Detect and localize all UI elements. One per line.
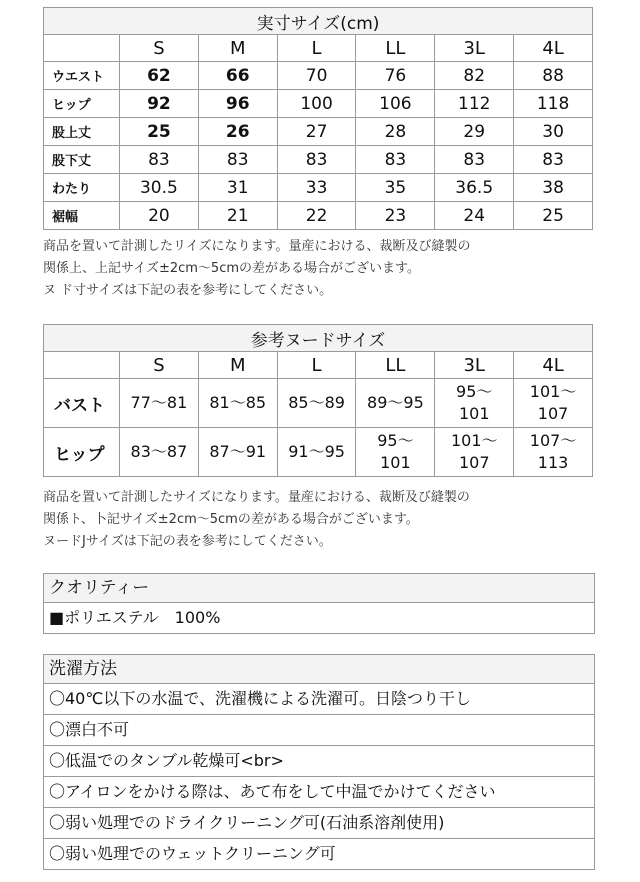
row-label-inseam: 股下丈 [44,146,120,174]
value-cell: 100 [277,90,356,118]
value-cell: 70 [277,62,356,90]
value-cell: 31 [198,174,277,202]
note-line: 商品を置いて計測したサイズになります。量産における、裁断及び縫製の [43,490,470,505]
size-header: 3L [435,352,514,379]
value-cell: 30.5 [120,174,199,202]
value-cell: 24 [435,202,514,230]
size-header: M [198,352,277,379]
quality-heading: クオリティー [44,574,594,603]
actual-size-table [43,7,593,230]
nude-size-title: 参考ヌードサイズ [44,325,593,352]
size-header: 4L [514,352,593,379]
value-cell: 76 [356,62,435,90]
value-cell: 83 [435,146,514,174]
value-cell: 118 [514,90,593,118]
value-cell: 25 [514,202,593,230]
washing-box [43,654,595,870]
washing-item: 〇低温でのタンブル乾燥可<br> [44,745,594,776]
note-line: 関係ト、卜記サイズ±2cm〜5cmの差がある場合がございます。 [43,512,419,527]
value-cell: 29 [435,118,514,146]
table-row [44,90,593,118]
row-label-hip: ヒップ [44,428,120,477]
size-header: LL [356,352,435,379]
washing-item: 〇40℃以下の水温で、洗濯機による洗濯可。日陰つり干し [49,689,472,708]
table-row [44,118,593,146]
note-line: 関係上、上記サイズ±2cm〜5cmの差がある場合がございます。 [43,261,420,276]
value-cell: 85〜89 [277,379,356,428]
value-cell: 87〜91 [198,428,277,477]
corner-cell [44,35,120,62]
value-cell: 112 [435,90,514,118]
note-line: ヌードJサイズは下記の表を参考にしてください。 [43,534,332,549]
table-row [44,428,593,477]
value-cell: 25 [120,118,199,146]
value-cell: 95〜 101 [435,379,514,428]
material-item: ■ポリエステル 100% [49,608,221,627]
value-cell: 89〜95 [356,379,435,428]
value-cell: 83 [198,146,277,174]
table-row [44,146,593,174]
value-cell: 101〜 107 [514,379,593,428]
value-cell: 27 [277,118,356,146]
size-header: S [120,35,199,62]
value-cell: 30 [514,118,593,146]
value-cell: 91〜95 [277,428,356,477]
measurement-note [43,236,603,302]
row-label-bust: バスト [44,379,120,428]
value-cell: 101〜 107 [435,428,514,477]
note-line: 商品を置いて計測したリイズになります。量産における、裁断及び縫製の [43,239,471,254]
row-label-thigh: わたり [44,174,120,202]
value-cell: 83 [120,146,199,174]
value-cell: 28 [356,118,435,146]
row-label-hip: ヒップ [44,90,120,118]
nude-size-note [43,487,603,553]
value-cell: 66 [198,62,277,90]
value-cell: 22 [277,202,356,230]
size-header: 4L [514,35,593,62]
size-header: LL [356,35,435,62]
value-cell: 83 [277,146,356,174]
value-cell: 33 [277,174,356,202]
value-cell: 83〜87 [120,428,199,477]
size-header: M [198,35,277,62]
washing-item: 〇漂白不可 [44,714,594,745]
value-cell: 83 [514,146,593,174]
table-row [44,174,593,202]
value-cell: 82 [435,62,514,90]
value-cell: 20 [120,202,199,230]
note-line: ヌ ド寸サイズは下記の表を参考にしてください。 [43,283,333,298]
table-row [44,62,593,90]
value-cell: 83 [356,146,435,174]
washing-item: 〇弱い処理でのドライクリーニング可(石油系溶剤使用) [44,807,594,838]
quality-box [43,573,595,634]
value-cell: 35 [356,174,435,202]
corner-cell [44,352,120,379]
value-cell: 62 [120,62,199,90]
value-cell: 95〜 101 [356,428,435,477]
size-header: L [277,35,356,62]
row-label-rise: 股上丈 [44,118,120,146]
value-cell: 77〜81 [120,379,199,428]
row-label-waist: ウエスト [44,62,120,90]
table-row [44,379,593,428]
washing-item: 〇弱い処理でのウェットクリーニング可 [44,838,594,869]
value-cell: 88 [514,62,593,90]
actual-size-title: 実寸サイズ(cm) [44,8,593,35]
value-cell: 36.5 [435,174,514,202]
size-header: 3L [435,35,514,62]
value-cell: 81〜85 [198,379,277,428]
value-cell: 107〜 113 [514,428,593,477]
value-cell: 96 [198,90,277,118]
value-cell: 23 [356,202,435,230]
row-label-hem-width: 裾幅 [44,202,120,230]
value-cell: 92 [120,90,199,118]
nude-size-table [43,324,593,477]
washing-heading: 洗濯方法 [44,655,594,684]
washing-item: 〇アイロンをかける際は、あて布をして中温でかけてください [44,776,594,807]
table-row [44,202,593,230]
size-header: S [120,352,199,379]
value-cell: 106 [356,90,435,118]
value-cell: 26 [198,118,277,146]
value-cell: 21 [198,202,277,230]
value-cell: 38 [514,174,593,202]
size-header: L [277,352,356,379]
